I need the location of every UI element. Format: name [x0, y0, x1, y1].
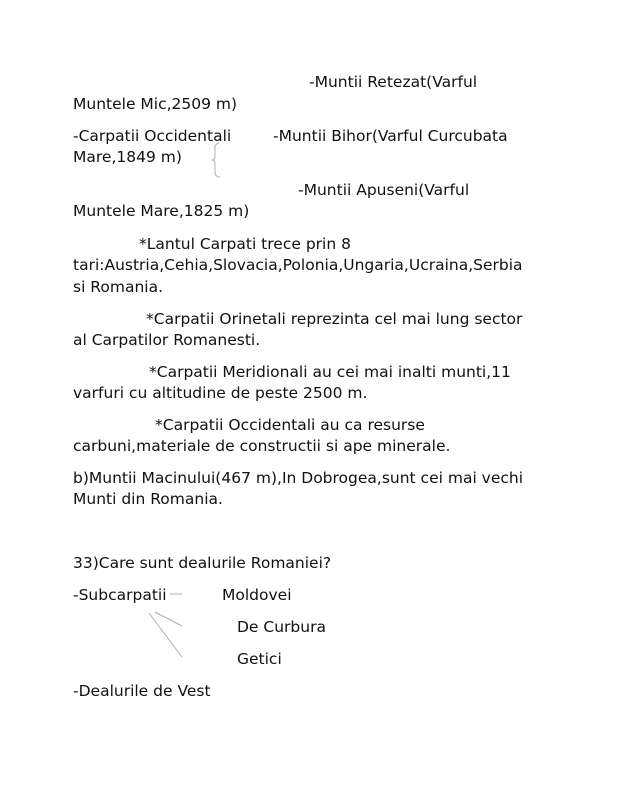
question-33-title: 33)Care sunt dealurile Romaniei? — [73, 554, 332, 572]
note-orientali-line-1: *Carpatii Orinetali reprezinta cel mai lung sector — [146, 310, 523, 328]
subcarpatii-label: -Subcarpatii — [73, 586, 167, 604]
occidentali-heading: -Carpatii Occidentali — [73, 127, 232, 145]
retezat-line-2: Muntele Mic,2509 m) — [73, 95, 238, 113]
note-occidentali-line-1: *Carpatii Occidentali au ca resurse — [155, 416, 425, 434]
note-occidentali-line-2: carbuni,materiale de constructii si ape minerale. — [73, 437, 451, 455]
retezat-line-1: -Muntii Retezat(Varful — [309, 73, 478, 91]
branch-moldovei: Moldovei — [222, 586, 292, 604]
macin-line-2: Munti din Romania. — [73, 490, 223, 508]
branch-getici: Getici — [237, 650, 282, 668]
note-lantul-line-3: si Romania. — [73, 278, 164, 296]
macin-line-1: b)Muntii Macinului(467 m),In Dobrogea,sunt cei mai vechi — [73, 469, 524, 487]
note-lantul-line-1: *Lantul Carpati trece prin 8 — [139, 235, 351, 253]
note-meridionali-line-2: varfuri cu altitudine de peste 2500 m. — [73, 384, 368, 402]
branch-de-curbura: De Curbura — [237, 618, 326, 636]
bihor-line-2: Mare,1849 m) — [73, 148, 182, 166]
apuseni-line-1: -Muntii Apuseni(Varful — [298, 181, 470, 199]
curly-brace-icon — [212, 143, 220, 177]
apuseni-line-2: Muntele Mare,1825 m) — [73, 202, 250, 220]
note-meridionali-line-1: *Carpatii Meridionali au cei mai inalti munti,11 — [149, 363, 511, 381]
dealurile-vest-label: -Dealurile de Vest — [73, 682, 211, 700]
note-lantul-line-2: tari:Austria,Cehia,Slovacia,Polonia,Ungaria,Ucraina,Serbia — [73, 256, 523, 274]
note-orientali-line-2: al Carpatilor Romanesti. — [73, 331, 261, 349]
connector-line-de-curbura — [155, 612, 182, 626]
connector-line-getici — [149, 613, 182, 657]
bihor-line-1: -Muntii Bihor(Varful Curcubata — [273, 127, 508, 145]
